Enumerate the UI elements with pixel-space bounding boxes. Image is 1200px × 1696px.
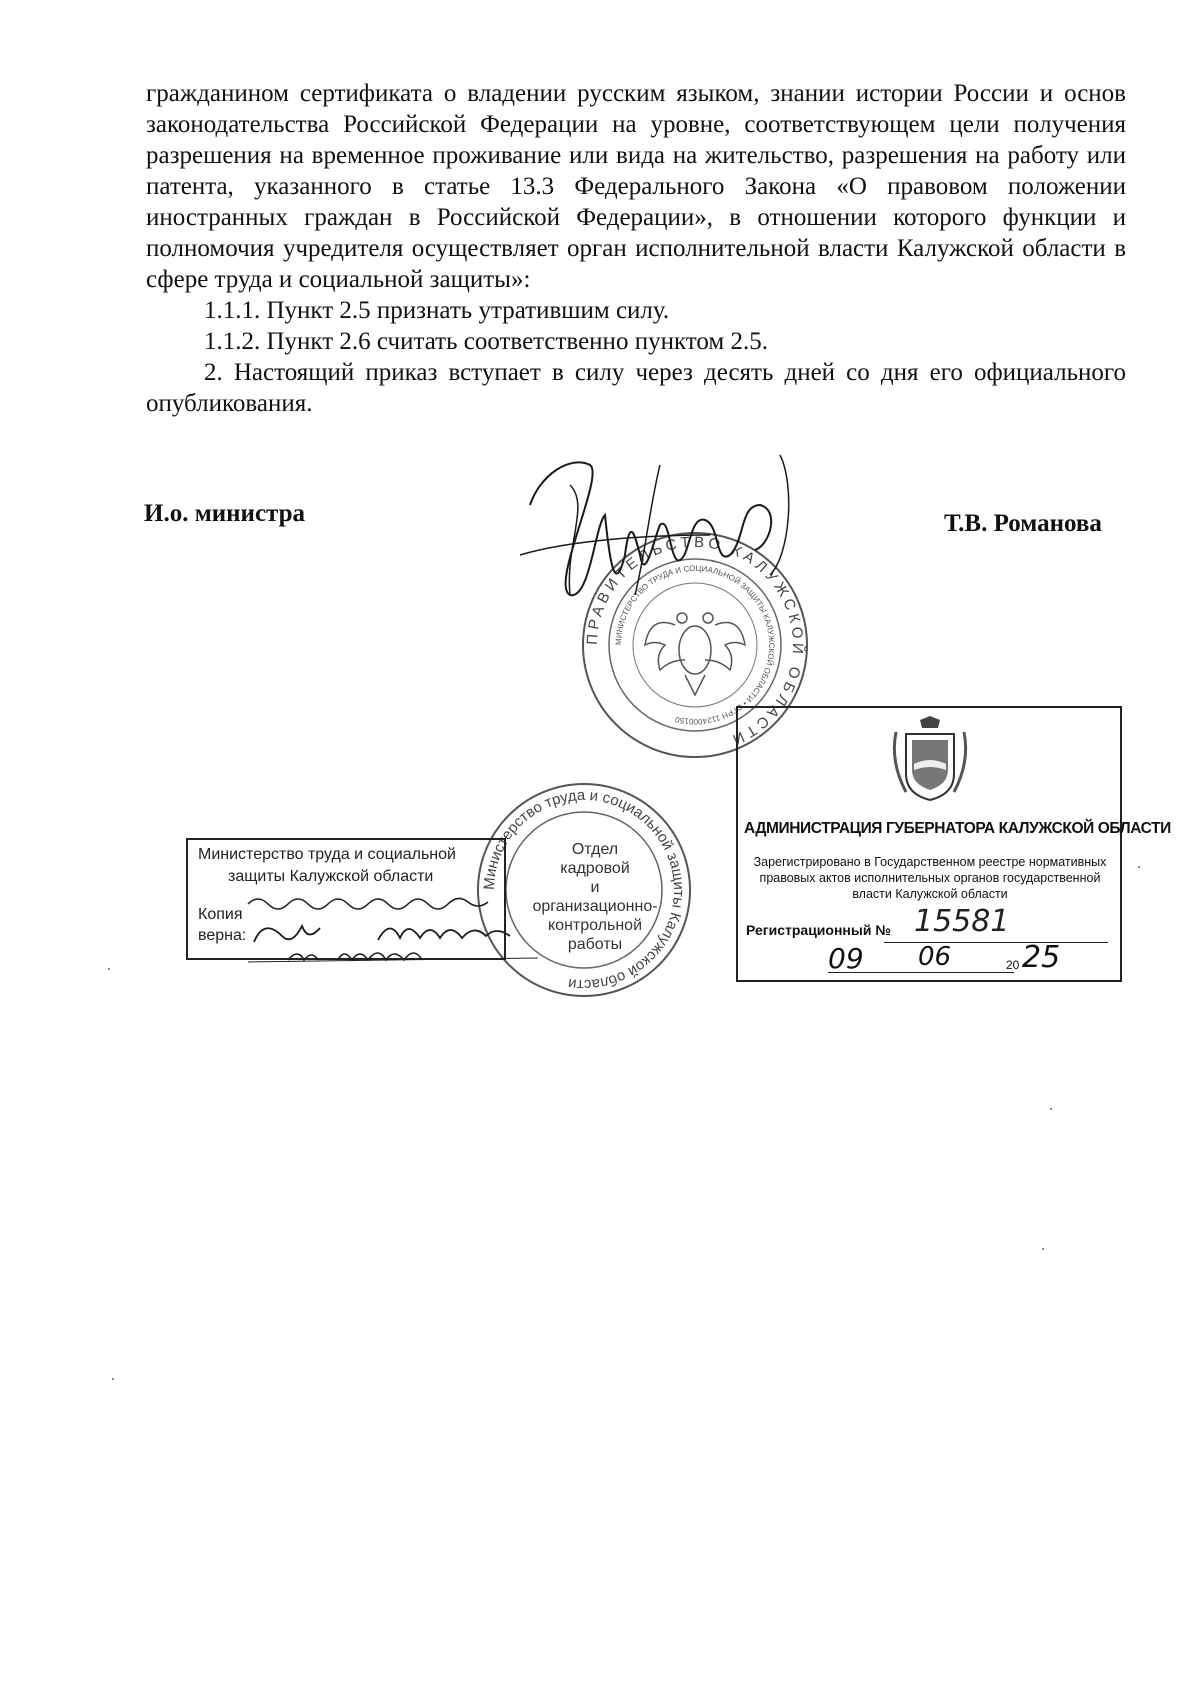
scan-speck <box>1050 1108 1052 1110</box>
signatory-role: И.о. министра <box>144 500 306 527</box>
seal-outer-text: ПРАВИТЕЛЬСТВО КАЛУЖСКОЙ ОБЛАСТИ <box>583 533 807 750</box>
kaluga-coat-of-arms-icon <box>890 714 970 802</box>
registration-date-year-suffix: 25 <box>1022 940 1061 975</box>
registration-date-day: 09 <box>828 942 864 975</box>
department-stamp-line: работы <box>567 936 623 953</box>
department-stamp-line: контрольной <box>547 917 643 934</box>
department-stamp-outer-text: Министерство труда и социальной защиты Калужской области <box>480 786 688 994</box>
copy-certification-stamp <box>186 838 506 960</box>
signatory-name: Т.В. Романова <box>944 510 1102 537</box>
department-stamp-line: организационно- <box>532 898 658 915</box>
registration-stamp <box>736 706 1171 982</box>
copy-stamp-kopiya-label: Копия <box>198 906 243 923</box>
copy-stamp-ministry-line1: Министерство труда и социальной <box>198 846 456 863</box>
department-stamp-line: и <box>590 879 600 896</box>
copy-stamp-verna-label: верна: <box>198 927 247 944</box>
paragraph-continuation: гражданином сертификата о владении русским языком, знании истории России и основ законодательства Российской Федерации на уровне, соответствующем цели получения разрешения на временное проживание или вида на жительство, разрешения на работу или патента, указанного в статье 13.3 Федерального Закона «О правовом положении иностранных граждан в Российской Федерации», в отношении которого функции и полномочия учредителя осуществляет орган исполнительной власти Калужской области в сфере труда и социальной защиты»: <box>146 80 1126 293</box>
copy-certification-handwriting <box>228 884 588 964</box>
paragraph-item-1-1-2: 1.1.2. Пункт 2.6 считать соответственно пунктом 2.5. <box>204 328 768 355</box>
handwritten-signature <box>510 445 810 615</box>
seal-inner-text: МИНИСТЕРСТВО ТРУДА И СОЦИАЛЬНОЙ ЗАЩИТЫ КАЛУЖСКОЙ ОБЛАСТИ • ОГРН 1124000150 <box>613 563 777 727</box>
copy-stamp-ministry-line2: защиты Калужской области <box>228 868 434 885</box>
registration-date-month: 06 <box>918 942 952 972</box>
scan-speck <box>1138 866 1140 868</box>
scan-speck <box>108 968 110 970</box>
double-headed-eagle-icon <box>645 613 745 695</box>
scan-speck <box>1042 1248 1044 1250</box>
scan-speck <box>112 1378 114 1380</box>
registration-administration: АДМИНИСТРАЦИЯ ГУБЕРНАТОРА КАЛУЖСКОЙ ОБЛАСТИ <box>744 820 1171 837</box>
registration-statement: Зарегистрировано в Государственном реестре нормативных правовых актов исполнительных органов государственной власти Калужской области <box>753 855 1107 901</box>
document-body <box>146 78 1126 419</box>
department-stamp-line: Отдел <box>571 841 619 858</box>
paragraph-item-1-1-1: 1.1.1. Пункт 2.5 признать утратившим силу. <box>204 297 670 324</box>
registration-number-value: 15581 <box>914 904 1010 939</box>
paragraph-item-2: 2. Настоящий приказ вступает в силу через десять дней со дня его официального опубликования. <box>146 359 1126 417</box>
registration-number-label: Регистрационный № <box>746 922 891 938</box>
registration-date-year-prefix: 20 <box>1006 958 1020 972</box>
department-stamp-line: кадровой <box>560 860 630 877</box>
